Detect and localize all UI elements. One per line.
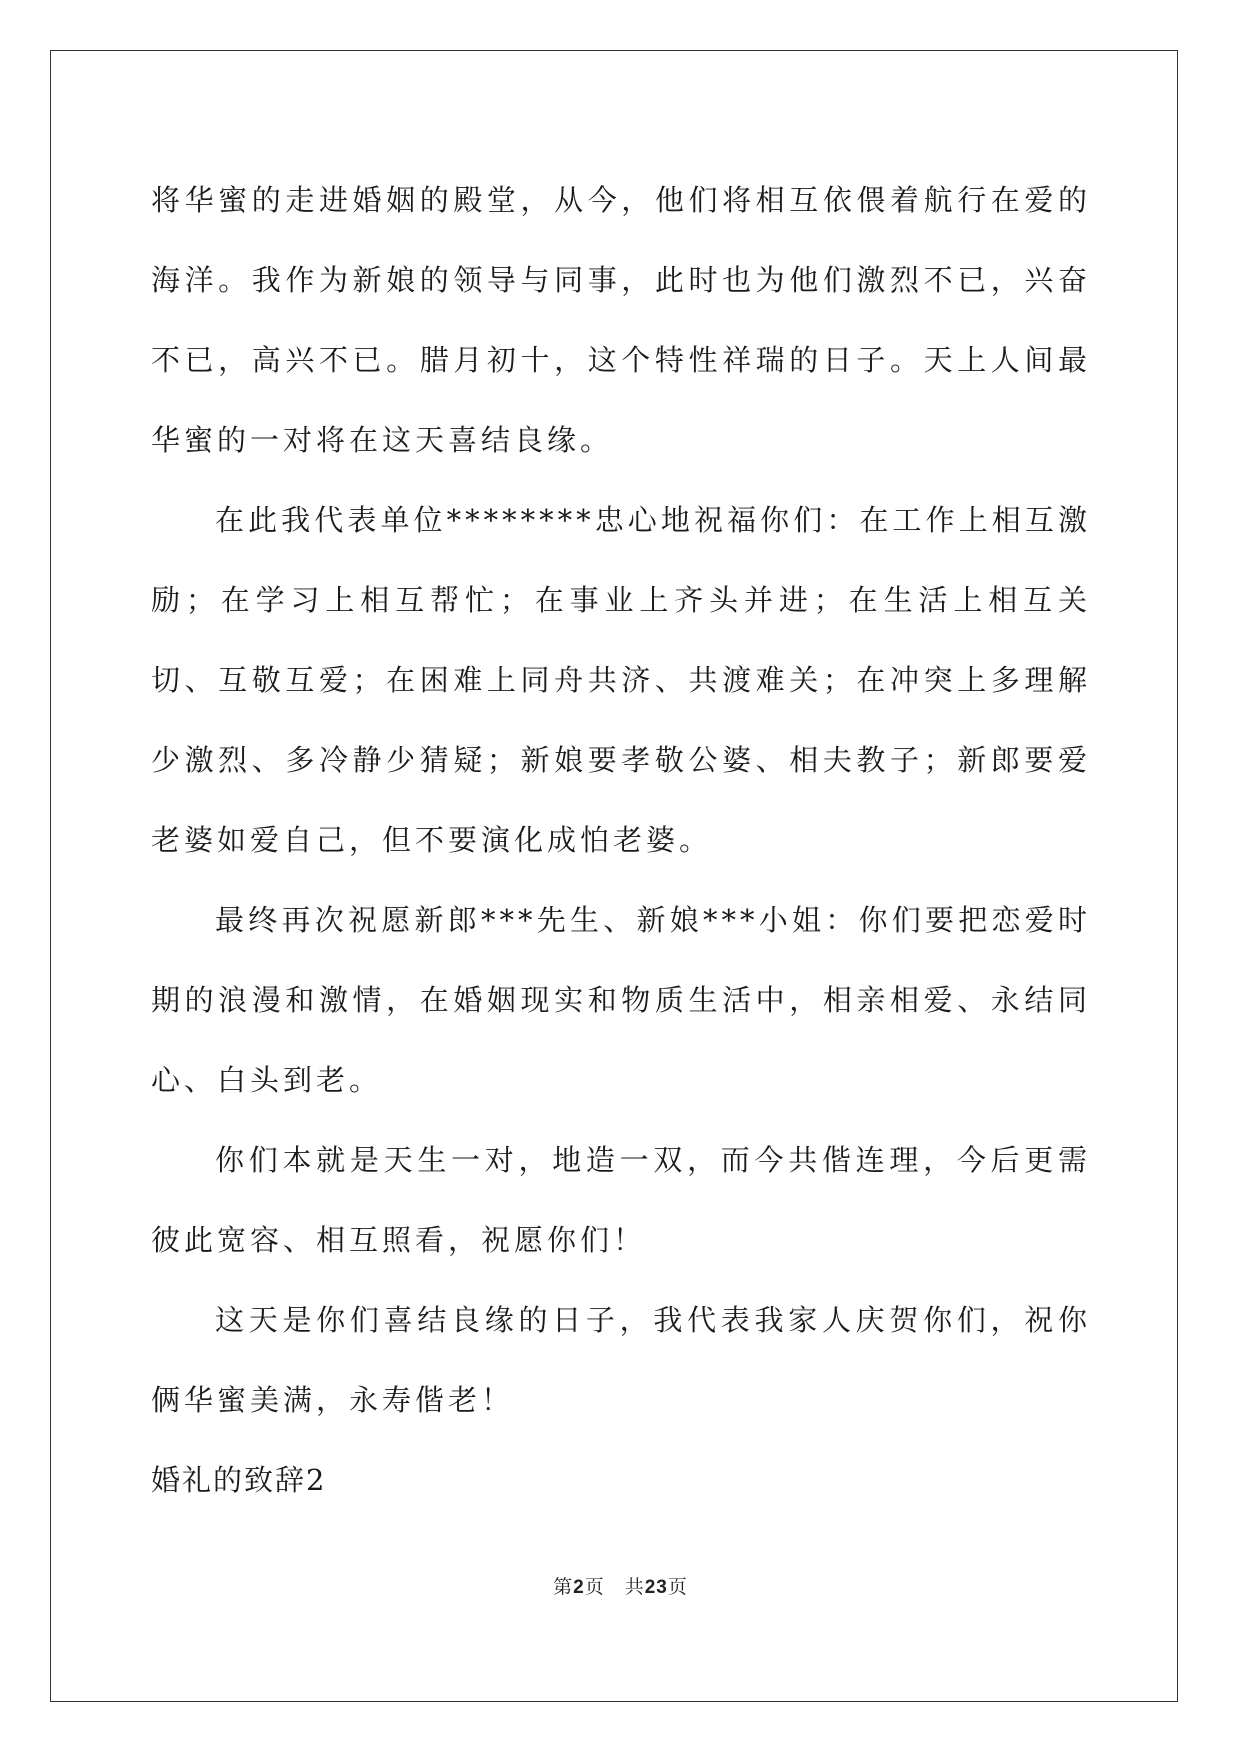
paragraph-2: 在此我代表单位********忠心地祝福你们：在工作上相互激励；在学习上相互帮忙；在事业上齐头并进；在生活上相互关切、互敬互爱；在困难上同舟共济、共渡难关；在冲突上多理解少激烈、多冷静少猜疑；新娘要孝敬公婆、相夫教子；新郎要爱老婆如爱自己，但不要演化成怕老婆。 — [151, 503, 1091, 857]
footer-total-pages: 23 — [644, 1577, 668, 1598]
section-heading: 婚礼的致辞2 — [151, 1463, 327, 1497]
page-footer — [0, 1572, 1241, 1599]
footer-prefix: 第 — [553, 1576, 574, 1598]
paragraph-5: 这天是你们喜结良缘的日子，我代表我家人庆贺你们，祝你俩华蜜美满，永寿偕老！ — [151, 1303, 1091, 1417]
paragraph-3: 最终再次祝愿新郎***先生、新娘***小姐：你们要把恋爱时期的浪漫和激情，在婚姻现实和物质生活中，相亲相爱、永结同心、白头到老。 — [151, 903, 1091, 1097]
paragraph-1: 将华蜜的走进婚姻的殿堂，从今，他们将相互依偎着航行在爱的海洋。我作为新娘的领导与同事，此时也为他们激烈不已，兴奋不已，高兴不已。腊月初十，这个特性祥瑞的日子。天上人间最华蜜的一对将在这天喜结良缘。 — [151, 183, 1091, 457]
footer-suffix: 页 — [667, 1576, 688, 1598]
footer-middle: 页 共 — [584, 1576, 645, 1598]
document-body — [151, 160, 1091, 1520]
paragraph-4: 你们本就是天生一对，地造一双，而今共偕连理，今后更需彼此宽容、相互照看，祝愿你们！ — [151, 1143, 1091, 1257]
footer-page-number: 2 — [573, 1577, 585, 1598]
